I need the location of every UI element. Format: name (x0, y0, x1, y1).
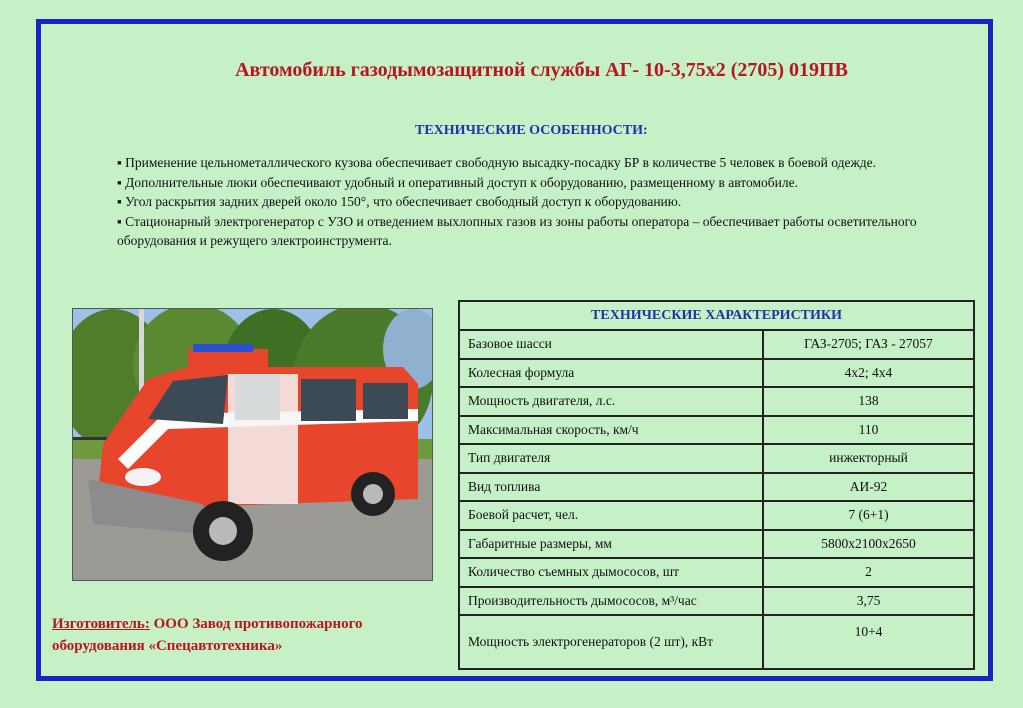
features-heading: ТЕХНИЧЕСКИЕ ОСОБЕННОСТИ: (415, 123, 648, 138)
spec-label: Боевой расчет, чел. (459, 501, 763, 530)
manufacturer-line-1 (52, 613, 363, 635)
table-row (459, 501, 974, 530)
table-row (459, 387, 974, 416)
table-row (459, 615, 974, 669)
specs-table (458, 300, 975, 670)
table-row (459, 473, 974, 502)
table-row (459, 558, 974, 587)
table-row (459, 416, 974, 445)
spec-value: 138 (763, 387, 974, 416)
spec-value: 10+4 (763, 615, 974, 669)
spec-label: Габаритные размеры, мм (459, 530, 763, 559)
spec-value: АИ-92 (763, 473, 974, 502)
vehicle-photo (72, 308, 433, 581)
table-row (459, 330, 974, 359)
page-title: Автомобиль газодымозащитной службы АГ- 10-3,75х2 (2705) 019ПВ (235, 59, 848, 81)
table-row (459, 587, 974, 616)
feature-item: ▪ Стационарный электрогенератор с УЗО и отведением выхлопных газов из зоны работы оператора – обеспечивает работы осветительного оборудования и режущего электроинструмента. (117, 213, 917, 248)
manufacturer-block (52, 613, 363, 657)
spec-label: Базовое шасси (459, 330, 763, 359)
feature-item: ▪ Дополнительные люки обеспечивают удобный и оперативный доступ к оборудованию, размещенному в автомобиле. (117, 174, 798, 190)
spec-label: Максимальная скорость, км/ч (459, 416, 763, 445)
spec-value: ГАЗ-2705; ГАЗ - 27057 (763, 330, 974, 359)
manufacturer-name: ООО Завод противопожарного (153, 616, 363, 632)
table-row (459, 444, 974, 473)
spec-value: 7 (6+1) (763, 501, 974, 530)
manufacturer-line-2: оборудования «Спецавтотехника» (52, 638, 283, 654)
spec-value: 4х2; 4х4 (763, 359, 974, 388)
spec-label: Мощность двигателя, л.с. (459, 387, 763, 416)
spec-value: 3,75 (763, 587, 974, 616)
spec-label: Количество съемных дымососов, шт (459, 558, 763, 587)
spec-label: Вид топлива (459, 473, 763, 502)
spec-value: 5800х2100х2650 (763, 530, 974, 559)
spec-label: Колесная формула (459, 359, 763, 388)
feature-item: ▪ Применение цельнометаллического кузова обеспечивает свободную высадку-посадку БР в количестве 5 человек в боевой одежде. (117, 155, 877, 170)
table-row (459, 359, 974, 388)
features-list (117, 153, 937, 251)
spec-value: 110 (763, 416, 974, 445)
vehicle-illustration (73, 309, 433, 581)
manufacturer-label: Изготовитель: (52, 616, 150, 632)
specs-heading: ТЕХНИЧЕСКИЕ ХАРАКТЕРИСТИКИ (459, 301, 974, 330)
specs-header-row (459, 301, 974, 330)
spec-label: Тип двигателя (459, 444, 763, 473)
feature-item: ▪ Угол раскрытия задних дверей около 150°, что обеспечивает свободный доступ к оборудованию. (117, 194, 682, 209)
spec-value: 2 (763, 558, 974, 587)
spec-label: Производительность дымососов, м³/час (459, 587, 763, 616)
spec-label: Мощность электрогенераторов (2 шт), кВт (459, 615, 763, 669)
spec-value: инжекторный (763, 444, 974, 473)
table-row (459, 530, 974, 559)
